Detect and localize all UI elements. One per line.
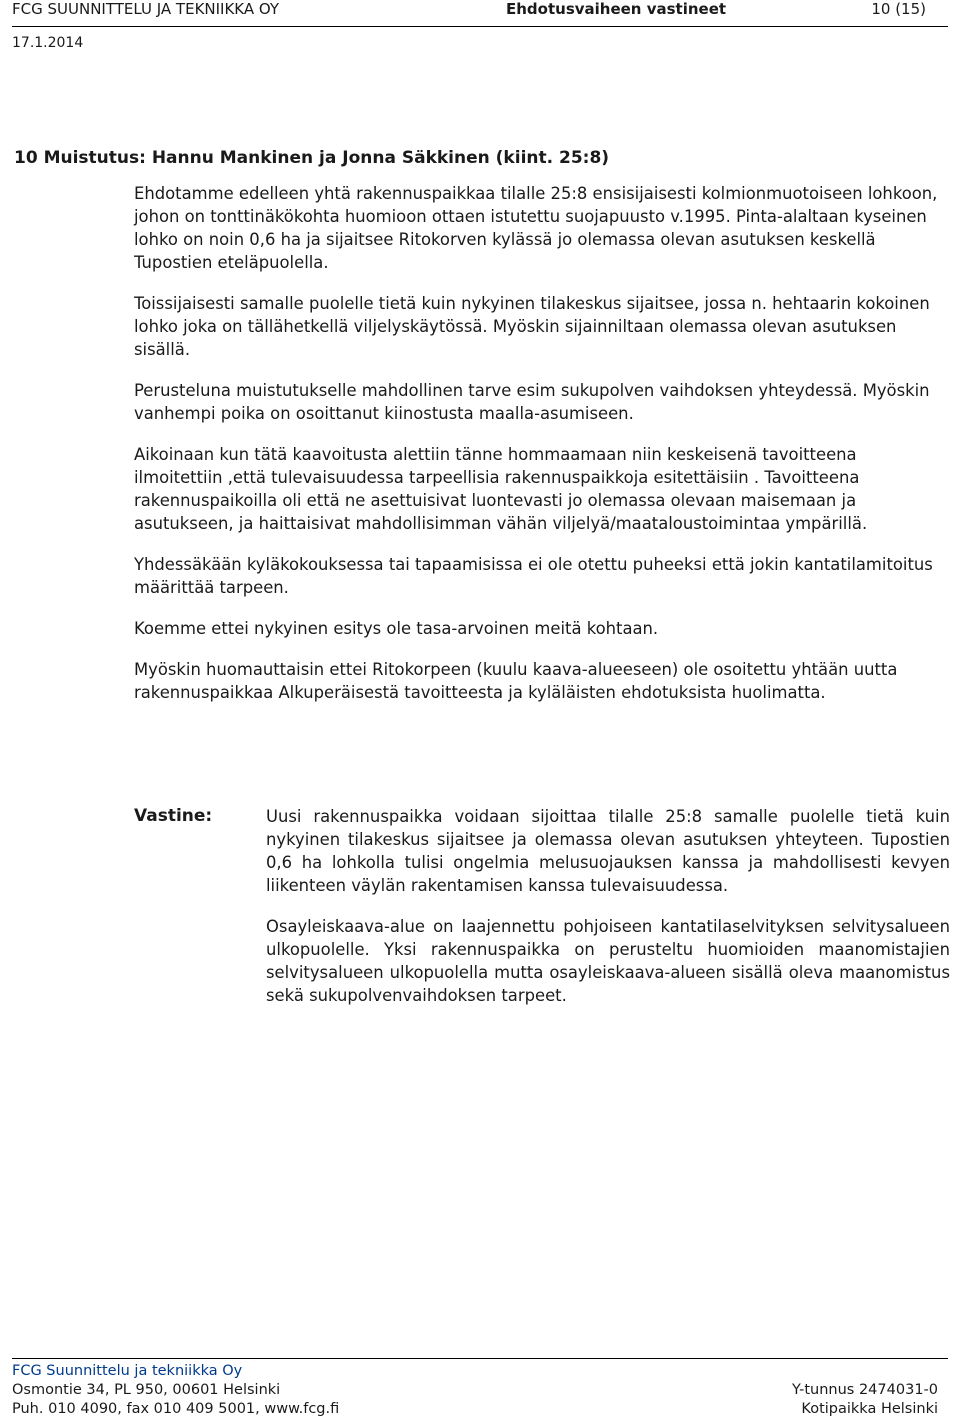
paragraph: Toissijaisesti samalle puolelle tietä kuin nykyinen tilakeskus sijaitsee, jossa n. hehtaarin kokoinen lohko joka on tällähetkellä viljelyskäytössä. Myöskin sijainniltaan olemassa olevan asutuksen sisällä. — [134, 294, 930, 359]
paragraph: Perusteluna muistutukselle mahdollinen tarve esim sukupolven vaihdoksen yhteydessä. Myöskin vanhempi poika on osoittanut kiinostusta maalla-asumiseen. — [134, 381, 930, 423]
muistutus-body — [134, 182, 950, 722]
header-page-number: 10 (15) — [871, 0, 926, 18]
footer-business-id: Y-tunnus 2474031-0 — [791, 1382, 938, 1398]
paragraph: Koemme ettei nykyinen esitys ole tasa-arvoinen meitä kohtaan. — [134, 619, 659, 638]
paragraph: Ehdotamme edelleen yhtä rakennuspaikkaa tilalle 25:8 ensisijaisesti kolmionmuotoiseen lohkoon, johon on tonttinäkökohta huomioon ottaen istutettu suojapuusto v.1995. Pinta-alaltaan kyseinen lohko on noin 0,6 ha ja sijaitsee Ritokorven kylässä jo olemassa olevan asutuksen keskellä Tupostien eteläpuolella. — [134, 184, 938, 272]
footer-phone: Puh. 010 4090, fax 010 409 5001, www.fcg.fi — [12, 1401, 340, 1417]
vastine-section — [134, 805, 950, 1025]
page-footer — [12, 1362, 948, 1419]
footer-company: FCG Suunnittelu ja tekniikka Oy — [12, 1363, 243, 1379]
vastine-content — [266, 805, 950, 1007]
paragraph: Yhdessäkään kyläkokouksessa tai tapaamisissa ei ole otettu puheeksi että jokin kantatilamitoitus määrittää tarpeen. — [134, 555, 933, 597]
vastine-paragraph: Osayleiskaava-alue on laajennettu pohjoiseen kantatilaselvityksen selvitysalueen ulkopuolelle. Yksi rakennuspaikka on perusteltu huomioiden maanomistajien selvitysalueen ulkopuolella mutta osayleiskaava-alueen sisällä oleva maanomistus sekä sukupolvenvaihdoksen tarpeet. — [266, 917, 950, 1005]
paragraph: Aikoinaan kun tätä kaavoitusta alettiin tänne hommaamaan niin keskeisenä tavoitteena ilmoitettiin ,että tulevaisuudessa tarpeellisia rakennuspaikkoja esitettäisiin . Tavoitteena rakennuspaikoilla oli että ne asettuisivat luontevasti jo olemassa olevaan maisemaan ja asutukseen, ja haittaisivat mahdollisimman vähän viljelyä/maataloustoimintaa ympärillä. — [134, 445, 868, 533]
vastine-paragraph: Uusi rakennuspaikka voidaan sijoittaa tilalle 25:8 samalle puolelle tietä kuin nykyinen tilakeskus sijaitsee ja olemassa olevan asutuksen yhteyteen. Tupostien 0,6 ha lohkolla tulisi ongelmia melusuojauksen kanssa ja mahdollisesti kevyen liikenteen väylän rakentamisen kanssa tulevaisuudessa. — [266, 807, 950, 895]
header-date: 17.1.2014 — [12, 35, 84, 51]
paragraph: Myöskin huomauttaisin ettei Ritokorpeen (kuulu kaava-alueeseen) ole osoitettu yhtään uutta rakennuspaikkaa Alkuperäisestä tavoitteesta ja kyläläisten ehdotuksista huolimatta. — [134, 660, 898, 702]
footer-address: Osmontie 34, PL 950, 00601 Helsinki — [12, 1382, 281, 1398]
header-divider — [12, 26, 948, 27]
footer-divider — [12, 1358, 948, 1359]
header-document-title: Ehdotusvaiheen vastineet — [506, 0, 727, 18]
section-title: 10 Muistutus: Hannu Mankinen ja Jonna Säkkinen (kiint. 25:8) — [14, 148, 610, 168]
vastine-label: Vastine: — [134, 806, 213, 826]
header-company: FCG SUUNNITTELU JA TEKNIIKKA OY — [12, 0, 280, 18]
footer-domicile: Kotipaikka Helsinki — [801, 1401, 938, 1417]
